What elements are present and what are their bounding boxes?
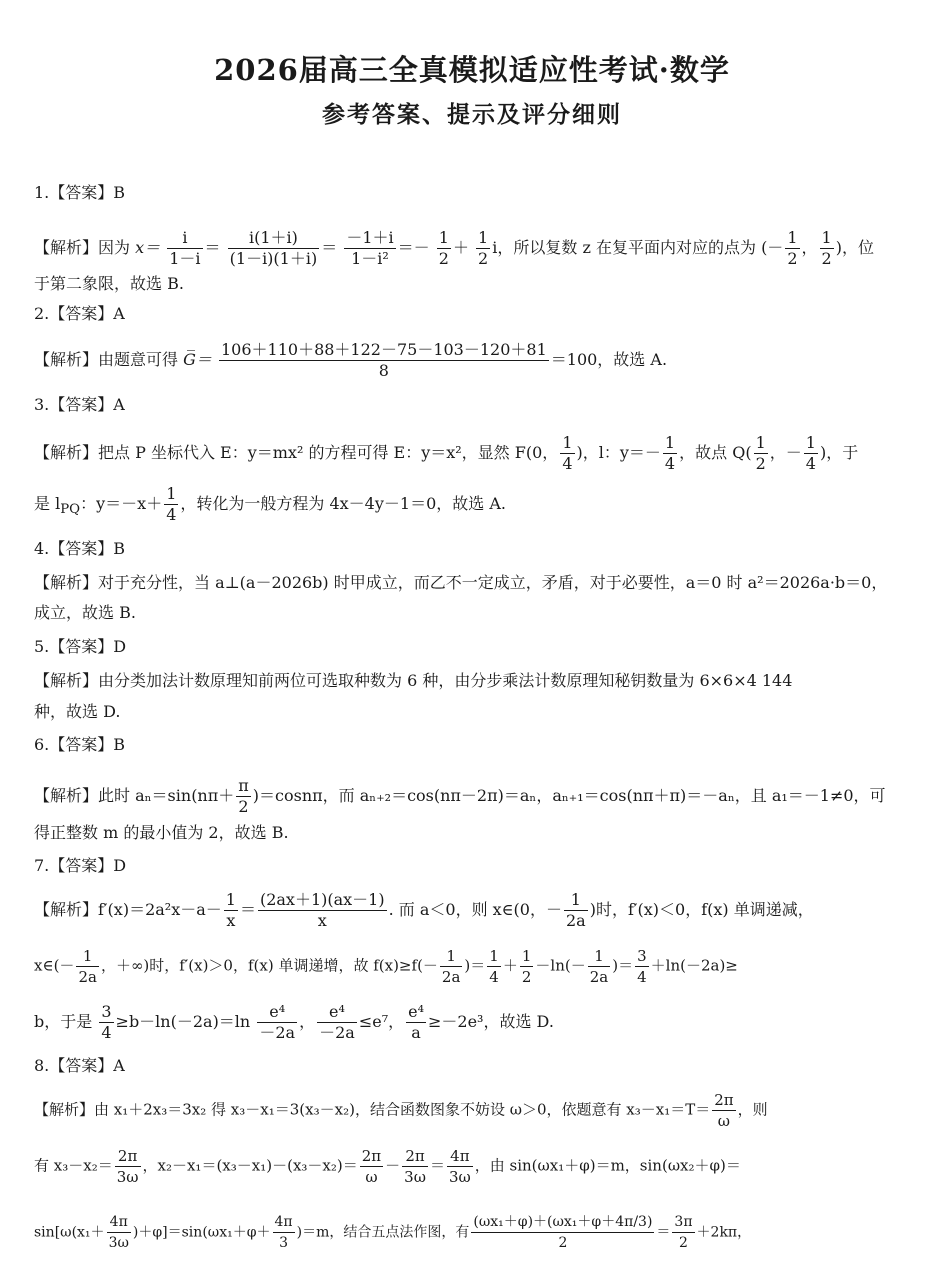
q3-explanation-line1: 【解析】把点 P 坐标代入 E：y＝mx² 的方程可得 E：y＝x²，显然 F(0， $\frac{1}{4}$ )，l：y＝－ $\frac{1}{4}$ ，故点 Q( $\frac{1}{2}$ ，－ $\frac{1}{4}$ )，于 [34, 433, 859, 473]
fraction: $\frac{i(1+i)}{(1-i)(1+i)}$ [229, 228, 318, 268]
fraction: $\frac{\text{e⁴}}{a}$ [408, 1002, 424, 1042]
fraction: $\frac{1}{4}$ [562, 433, 573, 473]
q8-explanation-line3: sin[ω(x₁＋ $\frac{4\pi}{3\omega}$ )＋φ]＝sin(ωx₁＋φ＋ $\frac{4\pi}{3}$ )＝m，结合五点法作图，有 $\frac{\text{(ωx₁＋φ)＋(ωx₁＋φ＋4π/3)}}{2}$ ＝ $\frac{3\pi}{2}$ ＋2kπ， [34, 1214, 752, 1251]
fraction: $\frac{\pi}{2}$ [238, 776, 249, 816]
q1-explanation-line1: 【解析】因为 x＝ $\frac{i}{1-i}$ ＝ $\frac{i(1+i)}{(1-i)(1+i)}$ ＝ $\frac{-1+i}{\text{1－i²}}$ ＝－ $\frac{1}{2}$ ＋ $\frac{1}{2}$ i，所以复数 z 在复平面内对应的点为 (－ $\frac{1}{2}$ ， $\frac{1}{2}$ )，位 [34, 228, 874, 268]
fraction: $\frac{1}{2}$ [521, 947, 532, 986]
fraction: $\frac{1}{4}$ [664, 433, 676, 473]
q6-explanation-line1: 【解析】此时 aₙ＝sin(nπ＋ $\frac{\pi}{2}$ )＝cosnπ，而 aₙ₊₂＝cos(nπ－2π)＝aₙ，aₙ₊₁＝cos(nπ＋π)＝－aₙ，且 a₁＝－1≠0，可 [34, 776, 886, 816]
fraction: $\frac{1}{2a}$ [565, 890, 586, 930]
fraction: $\frac{\text{e⁴}}{-2a}$ [319, 1002, 355, 1042]
fraction: $\frac{2\pi}{3\omega}$ [404, 1147, 426, 1186]
fraction: $\frac{3\pi}{2}$ [674, 1214, 693, 1251]
fraction: $\frac{\text{e⁴}}{-2a}$ [259, 1002, 296, 1042]
fraction: $\frac{1}{2a}$ [78, 947, 97, 986]
fraction: $\frac{1}{4}$ [805, 433, 816, 473]
fraction: $\frac{1}{2}$ [478, 228, 489, 268]
q5-explanation-line2: 种，故选 D. [34, 702, 121, 721]
q1-explanation-line2: 于第二象限，故选 B. [34, 274, 184, 293]
q7-explanation-line1: 【解析】f′(x)＝2a²x－a－ $\frac{1}{x}$ ＝ $\frac{(2ax+1)(ax-1)}{x}$ . 而 a＜0，则 x∈(0，－ $\frac{1}{2a}$ )时，f′(x)＜0，f(x) 单调递减， [34, 890, 814, 930]
q4-answer: 4.【答案】B [34, 539, 126, 558]
fraction: $\frac{1}{x}$ [225, 890, 236, 930]
fraction: $\frac{2\pi}{\omega}$ [714, 1091, 734, 1130]
q4-explanation-line1: 【解析】对于充分性，当 a⊥(a－2026b) 时甲成立，而乙不一定成立，矛盾，对于必要性，a＝0 时 a²＝2026a·b＝0， [34, 573, 888, 592]
q3-explanation-line2: 是 $l_{PQ}$：y＝－x＋ $\frac{1}{4}$ ，转化为一般方程为 4x－4y－1＝0，故选 A. [34, 484, 506, 524]
fraction: $\frac{2\pi}{\omega}$ [361, 1147, 382, 1186]
fraction: $\frac{i}{1-i}$ [169, 228, 201, 268]
fraction: $\frac{2\pi}{3\omega}$ [116, 1147, 139, 1186]
fraction: $\frac{3}{4}$ [637, 947, 647, 986]
q2-explanation: 【解析】由题意可得 G̅＝ $\frac{106+110+88+122-75-103-120+81}{8}$ ＝100，故选 A. [34, 340, 668, 380]
q7-explanation-line2: x∈(－ $\frac{1}{2a}$ ，＋∞)时，f′(x)＞0，f(x) 单调递增，故 f(x)≥f(－ $\frac{1}{2a}$ )＝ $\frac{1}{4}$ ＋ $\frac{1}{2}$ －ln(－ $\frac{1}{2a}$ )＝ $\frac{3}{4}$ ＋ln(－2a)≥ [34, 947, 738, 986]
fraction: $\frac{1}{2}$ [787, 228, 798, 268]
q8-explanation-line2: 有 x₃－x₂＝ $\frac{2\pi}{3\omega}$ ，x₂－x₁＝(x₃－x₁)－(x₃－x₂)＝ $\frac{2\pi}{\omega}$ － $\frac{2\pi}{3\omega}$ ＝ $\frac{4\pi}{3\omega}$ ，由 sin(ωx₁＋φ)＝m，sin(ωx₂＋φ)＝ [34, 1147, 741, 1186]
q3-answer: 3.【答案】A [34, 395, 125, 414]
q5-explanation-line1: 【解析】由分类加法计数原理知前两位可选取种数为 6 种，由分步乘法计数原理知秘钥数量为 6×6×4 144 [34, 671, 793, 690]
fraction: $\frac{1}{4}$ [166, 484, 177, 524]
fraction: $\frac{1}{2}$ [755, 433, 766, 473]
q7-explanation-line3: b，于是 $\frac{3}{4}$ ≥b－ln(－2a)＝ln $\frac{\text{e⁴}}{-2a}$ ， $\frac{\text{e⁴}}{-2a}$ ≤e⁷， $\frac{\text{e⁴}}{a}$ ≥－2e³，故选 D. [34, 1002, 554, 1042]
q6-explanation-line2: 得正整数 m 的最小值为 2，故选 B. [34, 823, 289, 842]
fraction: $\frac{106+110+88+122-75-103-120+81}{8}$ [220, 340, 547, 380]
q4-explanation-line2: 成立，故选 B. [34, 603, 136, 622]
fraction: $\frac{-1+i}{\text{1－i²}}$ [346, 228, 394, 268]
fraction: $\frac{4\pi}{3\omega}$ [108, 1214, 129, 1251]
q8-explanation-line1: 【解析】由 x₁＋2x₃＝3x₂ 得 x₃－x₁＝3(x₃－x₂)，结合函数图象不妨设 ω＞0，依题意有 x₃－x₁＝T＝ $\frac{2\pi}{\omega}$ ，则 [34, 1091, 768, 1130]
fraction: $\frac{3}{4}$ [101, 1002, 112, 1042]
q2-answer: 2.【答案】A [34, 304, 125, 323]
fraction: $\frac{4\pi}{3}$ [274, 1214, 293, 1251]
q7-answer: 7.【答案】D [34, 856, 127, 875]
fraction: $\frac{\text{(ωx₁＋φ)＋(ωx₁＋φ＋4π/3)}}{2}$ [473, 1214, 653, 1251]
fraction: $\frac{1}{2a}$ [589, 947, 609, 986]
q8-answer: 8.【答案】A [34, 1056, 125, 1075]
q6-answer: 6.【答案】B [34, 735, 126, 754]
fraction: $\frac{(2ax+1)(ax-1)}{x}$ [259, 890, 385, 930]
q5-answer: 5.【答案】D [34, 637, 127, 656]
q1-answer: 1.【答案】B [34, 183, 126, 202]
fraction: $\frac{1}{2}$ [438, 228, 449, 268]
fraction: $\frac{1}{2a}$ [441, 947, 461, 986]
page-subtitle: 参考答案、提示及评分细则 [322, 101, 622, 128]
page-title: 2026届高三全真模拟适应性考试·数学 [214, 53, 730, 87]
fraction: $\frac{1}{2}$ [821, 228, 832, 268]
fraction: $\frac{4\pi}{3\omega}$ [448, 1147, 471, 1186]
fraction: $\frac{1}{4}$ [489, 947, 499, 986]
